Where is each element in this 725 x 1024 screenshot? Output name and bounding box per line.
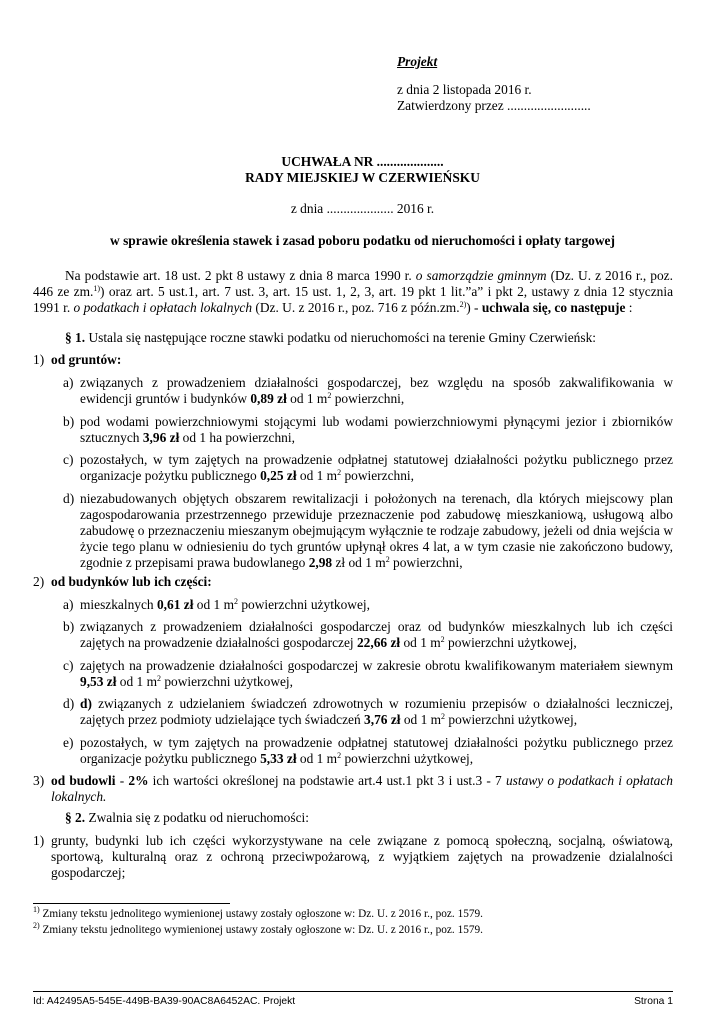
projekt-label: Projekt [397,54,438,69]
section-1-heading: od gruntów: [51,352,122,367]
item-label: d) [63,491,75,506]
structures-rate: od budowli - 2% ich wartości określonej na podstawie art.4 ust.1 pkt 3 i ust.3 - 7 ustawy o podatkach i opłatach lokalnych. [51,773,674,804]
approved-by: Zatwierdzony przez ......................... [397,98,591,113]
item-label: b) [63,414,75,429]
item-label: a) [63,597,74,612]
item-label: b) [63,619,75,634]
footnote-2: $^{2)}$ Zmiany tekstu jednolitego wymienionej ustawy zostały ogłoszone w: Dz. U. z 2016 r., poz. 1579. [33,921,483,936]
page-number: Strona 1 [634,996,673,1007]
item-label: e) [63,735,74,750]
section-2-number: 2) [33,574,45,589]
paragraph-2: § 2. Zwalnia się z podatku od nieruchomości: [65,810,309,825]
paragraph-1: § 1. Ustala się następujące roczne stawki podatku od nieruchomości na terenie Gminy Czerwieńsk: [65,330,597,345]
item-label: c) [63,452,74,467]
land-water-rate: pod wodami powierzchniowymi stojącymi lub wodami powierzchniowymi płynącymi jezior i zbiorników sztucznych 3,96 zł od 1 ha powierzchni, [80,414,673,445]
exemption-1-number: 1) [33,833,45,848]
item-label: c) [63,658,74,673]
item-label: d) [63,696,75,711]
footnote-separator [33,903,230,904]
draft-date: z dnia 2 listopada 2016 r. [397,82,532,97]
exemption-1: grunty, budynki lub ich części wykorzystywane na cele związane z pomocą społeczną, socjalną, oświatową, sportową, kulturalną oraz z ochroną przeciwpożarową, z wyjątkiem zajętych na prowadzenie dzialalności gospodarczej; [51,833,673,880]
resolution-subject: w sprawie określenia stawek i zasad poboru podatku od nieruchomości i opłaty targowej [110,233,615,248]
building-other-rate: pozostałych, w tym zajętych na prowadzenie odpłatnej statutowej działalności pożytku publicznego przez organizacje pożytku publicznego 5,33 zł od 1 $m^2$ powierzchni użytkowej, [80,735,673,766]
building-health-rate: d) związanych z udzielaniem świadczeń zdrowotnych w rozumieniu przepisów o działalności leczniczej, zajętych przez podmioty udzielające tych świadczeń 3,76 zł od 1 $m^2$ powierzchni użytkowej, [80,696,673,727]
section-3-number: 3) [33,773,45,788]
land-other-rate: pozostałych, w tym zajętych na prowadzenie odpłatnej statutowej działalności pożytku publicznego przez organizacje pożytku publicznego 0,25 zł od 1 $m^2$ powierzchni, [80,452,673,483]
resolution-number: UCHWAŁA NR .................... [281,154,444,169]
building-business-rate: związanych z prowadzeniem działalności gospodarczej oraz od budynków mieszkalnych lub ich części zajętych na prowadzenie działalności gospodarczej 22,66 zł od 1 $m^2$ powierzchni użytkowej, [80,619,673,650]
building-residential-rate: mieszkalnych 0,61 zł od 1 $m^2$ powierzchni użytkowej, [80,597,370,612]
footer-separator [33,991,673,992]
land-business-rate: związanych z prowadzeniem działalności gospodarczej, bez względu na sposób zakwalifikowania w ewidencji gruntów i budynków 0,89 zł od 1 $m^2$ powierzchni, [80,375,673,406]
land-revitalization-rate: niezabudowanych objętych obszarem rewitalizacji i położonych na terenach, dla których miejscowy plan zagospodarowania przestrzennego przewiduje przeznaczenie pod zabudowę mieszkaniową, usługową albo zabudowę o przeznaczeniu mieszanym obejmującym wyłącznie te rodzaje zabudowy, jeżeli od dnia wejścia w życie tego planu w odniesieniu do tych gruntów upłynął okres 4 lat, a w tym czasie nie zakończono budowy, zgodnie z przepisami prawa budowlanego 2,98 zł od 1 $m^2$ powierzchni, [80,491,673,570]
council-name: RADY MIEJSKIEJ W CZERWIEŃSKU [245,170,480,185]
section-1-number: 1) [33,352,45,367]
item-label: a) [63,375,74,390]
resolution-date: z dnia .................... 2016 r. [290,201,435,216]
building-seed-rate: zajętych na prowadzenie działalności gospodarczej w zakresie obrotu kwalifikowanym materiałem siewnym 9,53 zł od 1 $m^2$ powierzchni użytkowej, [80,658,673,689]
preamble: Na podstawie art. 18 ust. 2 pkt 8 ustawy z dnia 8 marca 1990 r. o samorządzie gminnym (Dz. U. z 2016 r., poz. 446 ze zm.$^{1)}$) oraz art. 5 ust.1, art. 7 ust. 3, art. 15 ust. 1, 2, 3, art. 19 pkt 1 lit.”a” i pkt 2, ustawy z dnia 12 stycznia 1991 r. o podatkach i opłatach lokalnych (Dz. U. z 2016 r., poz. 716 z późn.zm.$^{2)}$) - uchwala się, co następuje : [33,268,674,315]
section-2-heading: od budynków lub ich części: [51,574,212,589]
footnote-1: $^{1)}$ Zmiany tekstu jednolitego wymienionej ustawy zostały ogłoszone w: Dz. U. z 2016 r., poz. 1579. [33,905,483,920]
document-id: Id: A42495A5-545E-449B-BA39-90AC8A6452AC. Projekt [33,996,296,1007]
